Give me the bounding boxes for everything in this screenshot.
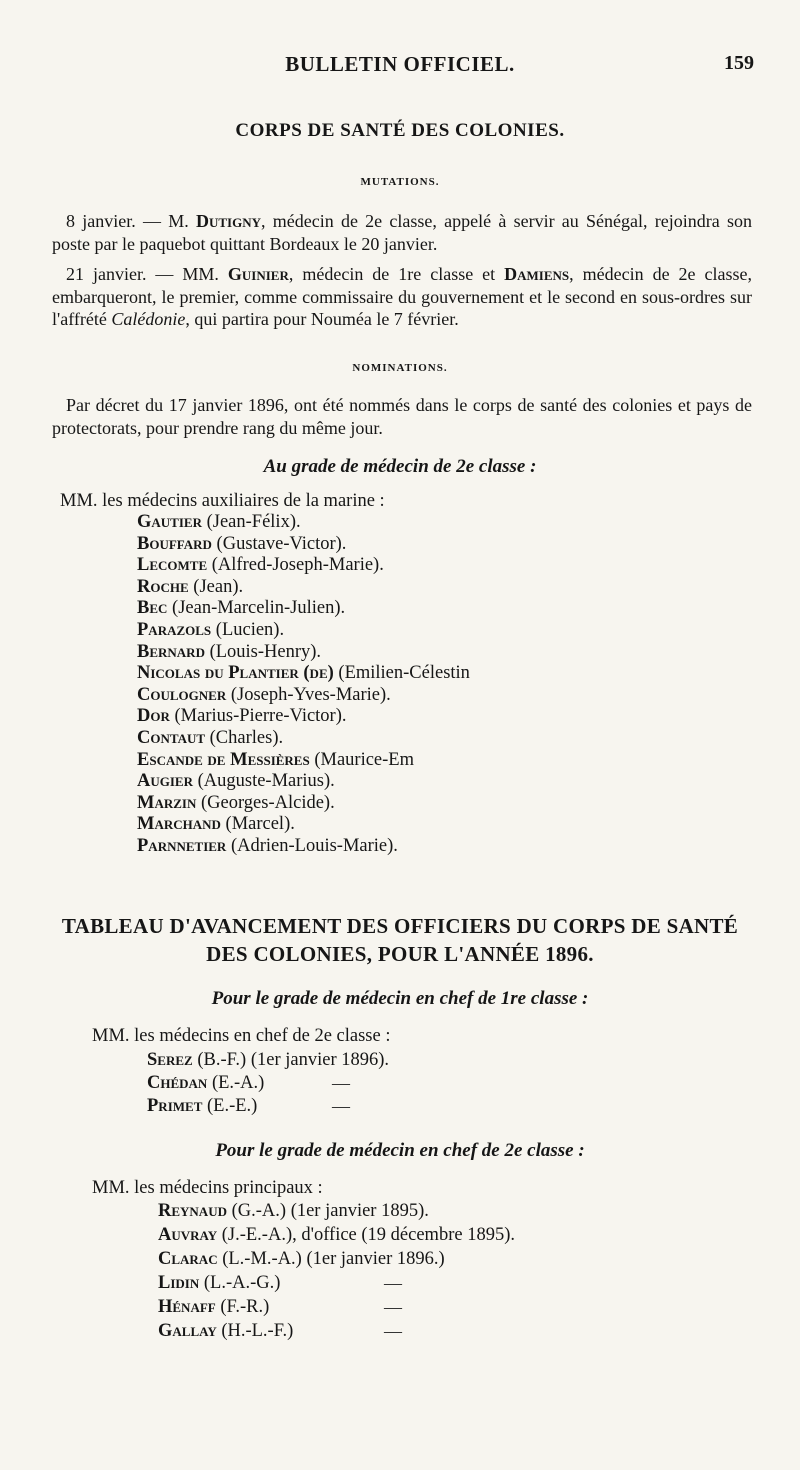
officer-surname: Reynaud <box>158 1201 227 1221</box>
officer-initials: (L.-A.-G.) <box>199 1273 281 1293</box>
nominee-surname: Bouffard <box>137 533 212 554</box>
page-number: 159 <box>724 52 754 74</box>
nominee-surname: Contaut <box>137 727 206 748</box>
officer-initials: (F.-R.) <box>215 1297 270 1317</box>
principaux-intro: MM. les médecins principaux : <box>92 1178 323 1198</box>
officer-initials: (G.-A.) <box>226 1201 291 1221</box>
officer-initials: (H.-L.-F.) <box>216 1321 294 1341</box>
grade-heading-2e-classe: Au grade de médecin de 2e classe : <box>263 456 537 477</box>
table-row <box>147 1050 389 1071</box>
mutation-text-2b: , médecin de 2e classe, embarqueront, le premier, comme commissaire du gouvernement et le second en sous-ordres sur l'affrété <box>52 264 752 329</box>
nominee-surname: Gautier <box>137 512 202 532</box>
list-item <box>137 728 470 750</box>
table-row <box>158 1225 515 1246</box>
officer-initials: (E.-A.) <box>207 1073 265 1093</box>
nominee-surname: Parnnetier <box>137 835 227 856</box>
officer-surname: Gallay <box>158 1321 217 1341</box>
table-row <box>158 1321 293 1342</box>
nominee-surname: Dor <box>137 706 170 727</box>
page-header <box>0 52 800 82</box>
table-row <box>158 1273 280 1294</box>
table-row <box>147 1073 264 1094</box>
nominee-given: (Georges-Alcide). <box>196 792 335 813</box>
list-item <box>137 598 470 620</box>
nominee-given: (Alfred-Joseph-Marie). <box>207 555 384 576</box>
mutation-date-1: 8 janvier. — M. <box>66 211 196 231</box>
nominee-given: (Louis-Henry). <box>204 641 322 662</box>
officer-name: Damiens <box>504 264 570 284</box>
nominee-given: (Auguste-Marius). <box>192 771 335 792</box>
nominee-given: (Gustave-Victor). <box>211 533 347 554</box>
list-item <box>137 750 470 772</box>
nominee-surname: Bernard <box>137 641 205 662</box>
section-title: CORPS DE SANTÉ DES COLONIES. <box>235 120 565 141</box>
nominee-list <box>137 512 470 858</box>
officer-date: (1er janvier 1896). <box>250 1050 390 1070</box>
officer-surname: Auvray <box>158 1225 218 1245</box>
officer-initials: (B.-F.) <box>192 1050 251 1070</box>
mutation-text-2a: , médecin de 1re classe et <box>288 264 505 284</box>
ditto-mark: — <box>384 1297 402 1317</box>
mutation-paragraph-2 <box>52 263 752 331</box>
nominee-given: (Maurice-Em <box>309 749 414 770</box>
table-row <box>158 1249 445 1270</box>
ship-name: Calédonie <box>111 309 186 329</box>
officer-initials: (E.-E.) <box>202 1096 258 1116</box>
officer-date: d'office (19 décembre 1895). <box>301 1225 515 1245</box>
ditto-mark: — <box>384 1321 402 1341</box>
list-item <box>137 577 470 599</box>
officer-date: (1er janvier 1896.) <box>306 1249 445 1269</box>
list-item <box>137 706 470 728</box>
officer-surname: Hénaff <box>158 1297 216 1317</box>
officer-date: (1er janvier 1895). <box>290 1201 429 1221</box>
officer-surname: Primet <box>147 1096 203 1116</box>
list-item <box>137 793 470 815</box>
list-item <box>137 642 470 664</box>
nominee-surname: Marzin <box>137 792 197 813</box>
list-item <box>137 836 470 858</box>
table-row <box>158 1297 269 1318</box>
mutation-date-2: 21 janvier. — MM. <box>66 264 228 284</box>
nominee-surname: Lecomte <box>137 555 208 576</box>
list-item <box>137 663 470 685</box>
chef-2e-intro: MM. les médecins en chef de 2e classe : <box>92 1026 391 1046</box>
running-title: BULLETIN OFFICIEL. <box>285 52 515 76</box>
nominee-surname: Augier <box>137 771 193 792</box>
list-item <box>137 685 470 707</box>
nominee-given: (Marcel). <box>220 814 295 835</box>
list-item <box>137 534 470 556</box>
ditto-mark: — <box>332 1073 350 1093</box>
nominee-given: (Jean). <box>188 576 244 597</box>
tableau-title-line-1: TABLEAU D'AVANCEMENT DES OFFICIERS DU CORPS DE SANTÉ <box>61 914 739 938</box>
nominee-surname: Escande de Messières <box>137 749 310 770</box>
nominee-given: (Charles). <box>205 727 284 748</box>
officer-surname: Lidin <box>158 1273 200 1293</box>
mutation-text-2c: , qui partira pour Nouméa le 7 février. <box>185 309 459 329</box>
auxiliary-intro: MM. les médecins auxiliaires de la marine : <box>60 491 385 511</box>
officer-name: Dutigny <box>195 211 261 231</box>
nominee-given: (Adrien-Louis-Marie). <box>226 835 398 856</box>
officer-surname: Serez <box>147 1050 193 1070</box>
nominee-surname: Nicolas du Plantier (de) <box>137 663 334 684</box>
officer-surname: Chédan <box>147 1073 208 1093</box>
officer-initials: (J.-E.-A.), <box>217 1225 302 1245</box>
list-item <box>137 620 470 642</box>
nominee-given: (Marius-Pierre-Victor). <box>169 706 347 727</box>
mutations-heading: MUTATIONS. <box>360 176 440 188</box>
table-row <box>158 1201 429 1222</box>
mutation-text-1: , médecin de 2e classe, appelé à servir au Sénégal, rejoindra son poste par le paquebot quittant Bordeaux le 20 janvier. <box>52 211 752 254</box>
nominee-given: (Lucien). <box>211 619 285 640</box>
nominee-given: (Jean-Marcelin-Julien). <box>167 598 346 619</box>
nominee-given: (Jean-Félix). <box>201 512 301 532</box>
nominee-surname: Marchand <box>137 814 221 835</box>
officer-surname: Clarac <box>158 1249 218 1269</box>
ditto-mark: — <box>332 1096 350 1116</box>
officer-name: Guinier <box>227 264 289 284</box>
ditto-mark: — <box>384 1273 402 1293</box>
nominee-surname: Roche <box>137 576 189 597</box>
list-item <box>137 512 470 534</box>
list-item <box>137 555 470 577</box>
nominee-given: (Joseph-Yves-Marie). <box>226 684 391 705</box>
nominee-surname: Coulogner <box>137 684 227 705</box>
nominee-surname: Bec <box>137 598 168 619</box>
grade-heading-chef-1re: Pour le grade de médecin en chef de 1re classe : <box>211 988 589 1009</box>
decree-paragraph: Par décret du 17 janvier 1896, ont été nommés dans le corps de santé des colonies et pays de protectorats, pour prendre rang du même jour. <box>52 395 752 438</box>
officer-initials: (L.-M.-A.) <box>217 1249 307 1269</box>
nominee-given: (Emilien-Célestin <box>333 663 470 684</box>
mutation-paragraph-1 <box>52 210 752 255</box>
grade-heading-chef-2e: Pour le grade de médecin en chef de 2e classe : <box>215 1140 585 1161</box>
table-row <box>147 1096 257 1117</box>
tableau-title-line-2: DES COLONIES, POUR L'ANNÉE 1896. <box>206 942 594 966</box>
nominations-heading: NOMINATIONS. <box>352 362 448 374</box>
list-item <box>137 771 470 793</box>
nominee-surname: Parazols <box>137 619 212 640</box>
list-item <box>137 814 470 836</box>
tableau-title <box>0 912 800 968</box>
